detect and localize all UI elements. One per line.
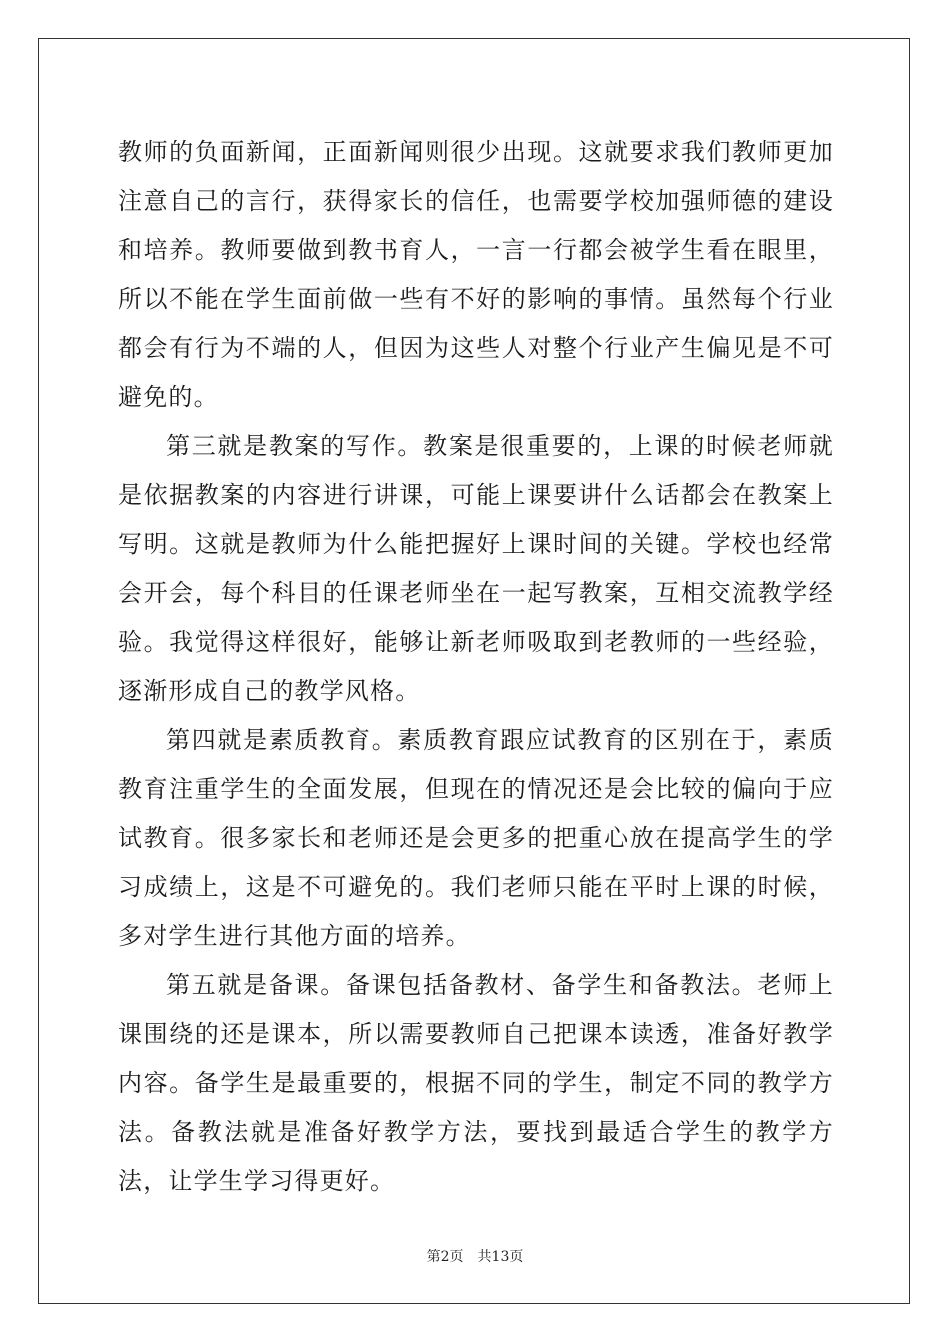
page-total: 共13页 [477, 1249, 524, 1265]
paragraph-2: 第三就是教案的写作。教案是很重要的，上课的时候老师就是依据教案的内容进行讲课，可能上课要讲什么话都会在教案上写明。这就是教师为什么能把握好上课时间的关键。学校也经常会开会，每个科目的任课老师坐在一起写教案，互相交流教学经验。我觉得这样很好，能够让新老师吸取到老教师的一些经验，逐渐形成自己的教学风格。 [118, 432, 834, 705]
paragraph-4: 第五就是备课。备课包括备教材、备学生和备教法。老师上课围绕的还是课本，所以需要教师自己把课本读透，准备好教学内容。备学生是最重要的，根据不同的学生，制定不同的教学方法。备教法就是准备好教学方法，要找到最适合学生的教学方法，让学生学习得更好。 [118, 971, 834, 1195]
page-number: 第2页 [426, 1249, 464, 1265]
paragraph-3: 第四就是素质教育。素质教育跟应试教育的区别在于，素质教育注重学生的全面发展，但现在的情况还是会比较的偏向于应试教育。很多家长和老师还是会更多的把重心放在提高学生的学习成绩上，这是不可避免的。我们老师只能在平时上课的时候，多对学生进行其他方面的培养。 [118, 726, 834, 950]
paragraph-1: 教师的负面新闻，正面新闻则很少出现。这就要求我们教师更加注意自己的言行，获得家长的信任，也需要学校加强师德的建设和培养。教师要做到教书育人，一言一行都会被学生看在眼里，所以不能在学生面前做一些有不好的影响的事情。虽然每个行业都会有行为不端的人，但因为这些人对整个行业产生偏见是不可避免的。 [118, 138, 834, 411]
document-body [118, 128, 834, 1206]
page-footer [0, 1246, 950, 1266]
